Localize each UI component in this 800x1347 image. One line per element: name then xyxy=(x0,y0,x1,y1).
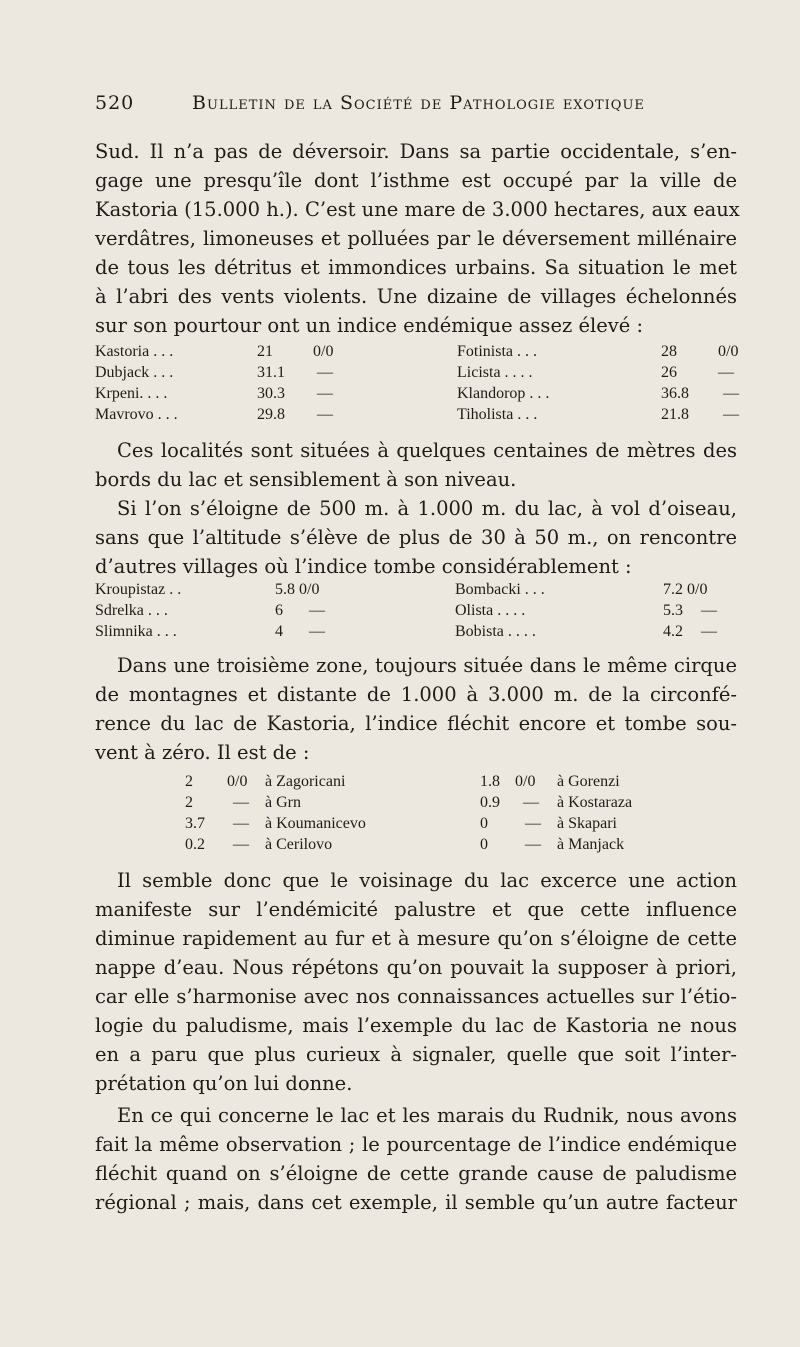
index-value: 5.8 0/0 xyxy=(275,581,320,598)
table-row xyxy=(95,621,745,642)
text-line: Sud. Il n’a pas de déversoir. Dans sa partie occidentale, s’en- xyxy=(95,140,737,163)
text-line: fléchit quand on s’éloigne de cette grande cause de paludisme xyxy=(95,1162,737,1185)
table-row xyxy=(95,404,745,425)
text-line: rence du lac de Kastoria, l’indice fléchit encore et tombe sou- xyxy=(95,712,737,735)
index-value: 31.1 xyxy=(257,364,285,381)
index-unit: — xyxy=(317,385,333,402)
text-line: nappe d’eau. Nous répétons qu’on pouvait la supposer à priori, xyxy=(95,956,737,979)
paragraph-3 xyxy=(95,651,737,767)
index-value: 4.2 — xyxy=(663,623,717,640)
index-unit: — xyxy=(718,364,734,381)
village-name: à Koumanicevo xyxy=(265,815,366,832)
index-value: 2 xyxy=(185,794,193,811)
table-1 xyxy=(95,341,745,425)
index-value: 6 — xyxy=(275,602,325,619)
index-unit: 0/0 xyxy=(718,343,739,360)
village-name: Sdrelka . . . xyxy=(95,602,168,619)
index-value: 1.8 xyxy=(480,773,500,790)
index-value: 2 xyxy=(185,773,193,790)
village-name: Dubjack . . . xyxy=(95,364,174,381)
index-unit: 0/0 xyxy=(313,343,334,360)
text-line: Dans une troisième zone, toujours située dans le même cirque xyxy=(117,654,737,677)
index-unit: — xyxy=(723,385,739,402)
index-unit: 0/0 xyxy=(227,773,248,790)
village-name: Krpeni. . . . xyxy=(95,385,168,402)
text-line: Il semble donc que le voisinage du lac excerce une action xyxy=(117,869,737,892)
text-line: de montagnes et distante de 1.000 à 3.000 m. de la circonfé- xyxy=(95,683,737,706)
paragraph-1 xyxy=(95,137,740,340)
table-3 xyxy=(185,771,705,855)
index-unit: — xyxy=(233,815,249,832)
text-line: logie du paludisme, mais l’exemple du lac de Kastoria ne nous xyxy=(95,1014,737,1037)
paragraph-2 xyxy=(95,436,737,581)
table-row xyxy=(185,834,705,855)
village-name: Licista . . . . xyxy=(457,364,533,381)
index-value: 4 — xyxy=(275,623,325,640)
text-line: bords du lac et sensiblement à son niveau. xyxy=(95,468,517,491)
index-value: 0.2 xyxy=(185,836,205,853)
text-line: en a paru que plus curieux à signaler, quelle que soit l’inter- xyxy=(95,1043,737,1066)
index-value: 5.3 — xyxy=(663,602,717,619)
text-line: sans que l’altitude s’élève de plus de 30 à 50 m., on rencontre xyxy=(95,526,737,549)
text-line: En ce qui concerne le lac et les marais du Rudnik, nous avons xyxy=(117,1104,737,1127)
index-value: 7.2 0/0 xyxy=(663,581,708,598)
table-row xyxy=(95,362,745,383)
text-line: de tous les détritus et immondices urbains. Sa situation le met xyxy=(95,256,737,279)
village-name: Kastoria . . . xyxy=(95,343,174,360)
village-name: Kroupistaz . . xyxy=(95,581,182,598)
journal-title: Bulletin de la Société de Pathologie exotique xyxy=(192,92,645,114)
text-line: verdâtres, limoneuses et polluées par le déversement millénaire xyxy=(95,227,737,250)
running-header xyxy=(95,92,745,114)
village-name: Olista . . . . xyxy=(455,602,526,619)
village-name: Mavrovo . . . xyxy=(95,406,178,423)
village-name: à Kostaraza xyxy=(557,794,633,811)
table-row xyxy=(95,579,745,600)
text-line: car elle s’harmonise avec nos connaissances actuelles sur l’étio- xyxy=(95,985,737,1008)
index-value: 21.8 xyxy=(661,406,689,423)
village-name: à Cerilovo xyxy=(265,836,333,853)
index-value: 3.7 xyxy=(185,815,205,832)
village-name: à Skapari xyxy=(557,815,617,832)
index-value: 0 xyxy=(480,836,488,853)
page-number: 520 xyxy=(95,92,135,114)
index-unit: — xyxy=(723,406,739,423)
text-line: fait la même observation ; le pourcentage de l’indice endémique xyxy=(95,1133,737,1156)
text-line: Si l’on s’éloigne de 500 m. à 1.000 m. du lac, à vol d’oiseau, xyxy=(117,497,737,520)
text-line: d’autres villages où l’indice tombe considérablement : xyxy=(95,555,632,578)
index-unit: — xyxy=(525,815,541,832)
village-name: à Gorenzi xyxy=(557,773,620,790)
index-value: 30.3 xyxy=(257,385,285,402)
text-line: diminue rapidement au fur et à mesure qu’on s’éloigne de cette xyxy=(95,927,737,950)
index-value: 28 xyxy=(661,343,677,360)
paragraph-5 xyxy=(95,1101,737,1217)
index-unit: 0/0 xyxy=(515,773,536,790)
village-name: à Zagoricani xyxy=(265,773,346,790)
text-line: prétation qu’on lui donne. xyxy=(95,1072,353,1095)
index-value: 0.9 xyxy=(480,794,500,811)
index-value: 36.8 xyxy=(661,385,689,402)
text-line: régional ; mais, dans cet exemple, il semble qu’un autre facteur xyxy=(95,1191,737,1214)
table-row xyxy=(185,813,705,834)
village-name: à Manjack xyxy=(557,836,625,853)
text-line: Ces localités sont situées à quelques centaines de mètres des xyxy=(117,439,737,462)
index-unit: — xyxy=(317,364,333,381)
paragraph-4 xyxy=(95,866,737,1098)
village-name: à Grn xyxy=(265,794,301,811)
village-name: Bombacki . . . xyxy=(455,581,545,598)
index-value: 29.8 xyxy=(257,406,285,423)
table-2 xyxy=(95,579,745,642)
village-name: Slimnika . . . xyxy=(95,623,177,640)
village-name: Bobista . . . . xyxy=(455,623,536,640)
text-line: vent à zéro. Il est de : xyxy=(95,741,310,764)
table-row xyxy=(95,341,745,362)
text-line: à l’abri des vents violents. Une dizaine de villages échelonnés xyxy=(95,285,737,308)
table-row xyxy=(185,792,705,813)
village-name: Fotinista . . . xyxy=(457,343,538,360)
text-line: gage une presqu’île dont l’isthme est occupé par la ville de xyxy=(95,169,737,192)
index-unit: — xyxy=(233,836,249,853)
index-unit: — xyxy=(233,794,249,811)
text-line: manifeste sur l’endémicité palustre et que cette influence xyxy=(95,898,737,921)
index-unit: — xyxy=(317,406,333,423)
index-value: 26 xyxy=(661,364,677,381)
village-name: Klandorop . . . xyxy=(457,385,550,402)
table-row xyxy=(185,771,705,792)
index-value: 0 xyxy=(480,815,488,832)
table-row xyxy=(95,600,745,621)
table-row xyxy=(95,383,745,404)
index-unit: — xyxy=(525,836,541,853)
index-unit: — xyxy=(523,794,539,811)
text-line: Kastoria (15.000 h.). C’est une mare de 3.000 hectares, aux eaux xyxy=(95,198,740,221)
index-value: 21 xyxy=(257,343,273,360)
text-line: sur son pourtour ont un indice endémique assez élevé : xyxy=(95,314,644,337)
village-name: Tiholista . . . xyxy=(457,406,538,423)
